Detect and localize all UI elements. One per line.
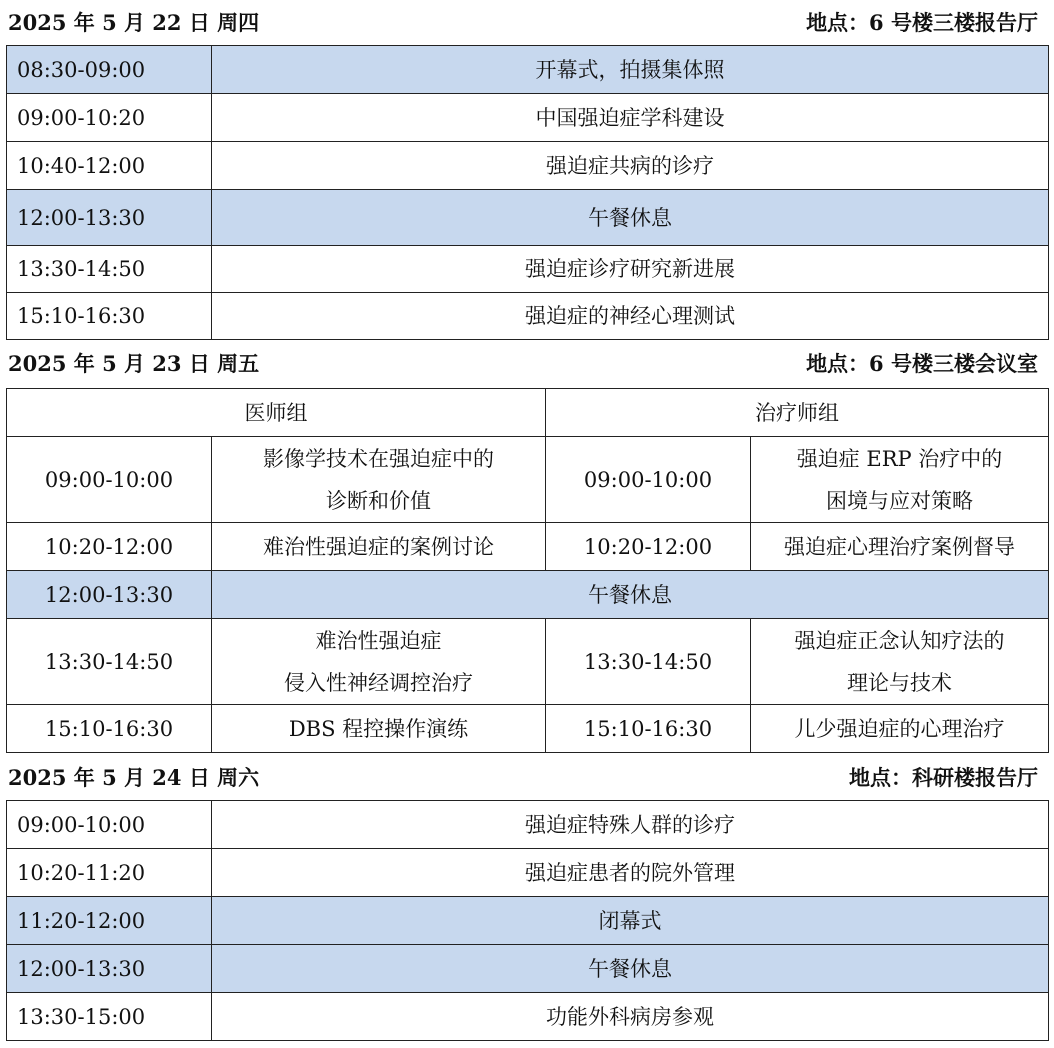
session-cell: 强迫症共病的诊疗	[212, 142, 1049, 190]
session-cell: 午餐休息	[212, 945, 1049, 993]
day1-schedule-table	[6, 45, 1049, 340]
session-cell	[212, 619, 546, 705]
session-cell: 午餐休息	[212, 190, 1049, 246]
time-cell: 15:10-16:30	[7, 705, 212, 753]
time-cell: 12:00-13:30	[7, 945, 212, 993]
session-line: 侵入性神经调控治疗	[284, 670, 473, 695]
session-cell: 强迫症患者的院外管理	[212, 849, 1049, 897]
day1-location: 地点：6 号楼三楼报告厅	[806, 10, 1038, 35]
session-cell: 儿少强迫症的心理治疗	[751, 705, 1049, 753]
table-row	[7, 993, 1049, 1041]
session-cell	[212, 437, 546, 523]
time-cell: 13:30-14:50	[7, 246, 212, 293]
session-line: 强迫症正念认知疗法的	[794, 628, 1005, 653]
table-row	[7, 523, 1049, 571]
time-cell: 15:10-16:30	[546, 705, 751, 753]
time-cell: 13:30-15:00	[7, 993, 212, 1041]
time-cell: 09:00-10:00	[7, 437, 212, 523]
time-cell: 11:20-12:00	[7, 897, 212, 945]
session-cell: 中国强迫症学科建设	[212, 94, 1049, 142]
session-cell: 开幕式，拍摄集体照	[212, 46, 1049, 94]
group-physician-header: 医师组	[7, 389, 546, 437]
day3-date: 2025 年 5 月 24 日 周六	[8, 765, 260, 790]
session-line: 强迫症 ERP 治疗中的	[796, 446, 1003, 471]
session-cell: DBS 程控操作演练	[212, 705, 546, 753]
table-row	[7, 437, 1049, 523]
session-cell: 闭幕式	[212, 897, 1049, 945]
session-cell: 强迫症特殊人群的诊疗	[212, 801, 1049, 849]
session-cell	[751, 619, 1049, 705]
session-line: 影像学技术在强迫症中的	[263, 446, 494, 471]
session-line: 困境与应对策略	[826, 488, 973, 513]
session-line: 难治性强迫症	[315, 628, 442, 653]
table-row	[7, 142, 1049, 190]
table-row	[7, 705, 1049, 753]
table-row	[7, 849, 1049, 897]
table-row	[7, 293, 1049, 340]
day2-schedule-table	[6, 388, 1049, 753]
day1-date: 2025 年 5 月 22 日 周四	[8, 10, 260, 35]
day3-header	[8, 759, 1038, 795]
day3-schedule-table	[6, 800, 1049, 1041]
time-cell: 10:20-12:00	[546, 523, 751, 571]
time-cell: 12:00-13:30	[7, 571, 212, 619]
day3-location: 地点：科研楼报告厅	[849, 765, 1038, 790]
session-cell: 功能外科病房参观	[212, 993, 1049, 1041]
session-cell	[751, 437, 1049, 523]
session-cell: 午餐休息	[212, 571, 1049, 619]
table-row	[7, 94, 1049, 142]
time-cell: 09:00-10:20	[7, 94, 212, 142]
time-cell: 15:10-16:30	[7, 293, 212, 340]
table-row	[7, 571, 1049, 619]
session-line: 诊断和价值	[326, 488, 431, 513]
session-cell: 难治性强迫症的案例讨论	[212, 523, 546, 571]
time-cell: 09:00-10:00	[7, 801, 212, 849]
time-cell: 09:00-10:00	[546, 437, 751, 523]
time-cell: 13:30-14:50	[546, 619, 751, 705]
group-therapist-header: 治疗师组	[546, 389, 1049, 437]
day2-header	[8, 345, 1038, 381]
session-cell: 强迫症的神经心理测试	[212, 293, 1049, 340]
table-row	[7, 46, 1049, 94]
session-cell: 强迫症诊疗研究新进展	[212, 246, 1049, 293]
day2-location: 地点：6 号楼三楼会议室	[806, 351, 1038, 376]
group-header-row	[7, 389, 1049, 437]
session-line: 理论与技术	[847, 670, 952, 695]
table-row	[7, 619, 1049, 705]
table-row	[7, 945, 1049, 993]
time-cell: 12:00-13:30	[7, 190, 212, 246]
session-cell: 强迫症心理治疗案例督导	[751, 523, 1049, 571]
time-cell: 10:20-11:20	[7, 849, 212, 897]
time-cell: 10:20-12:00	[7, 523, 212, 571]
time-cell: 10:40-12:00	[7, 142, 212, 190]
table-row	[7, 897, 1049, 945]
day2-date: 2025 年 5 月 23 日 周五	[8, 351, 260, 376]
table-row	[7, 190, 1049, 246]
table-row	[7, 246, 1049, 293]
time-cell: 13:30-14:50	[7, 619, 212, 705]
time-cell: 08:30-09:00	[7, 46, 212, 94]
table-row	[7, 801, 1049, 849]
day1-header	[8, 4, 1038, 40]
